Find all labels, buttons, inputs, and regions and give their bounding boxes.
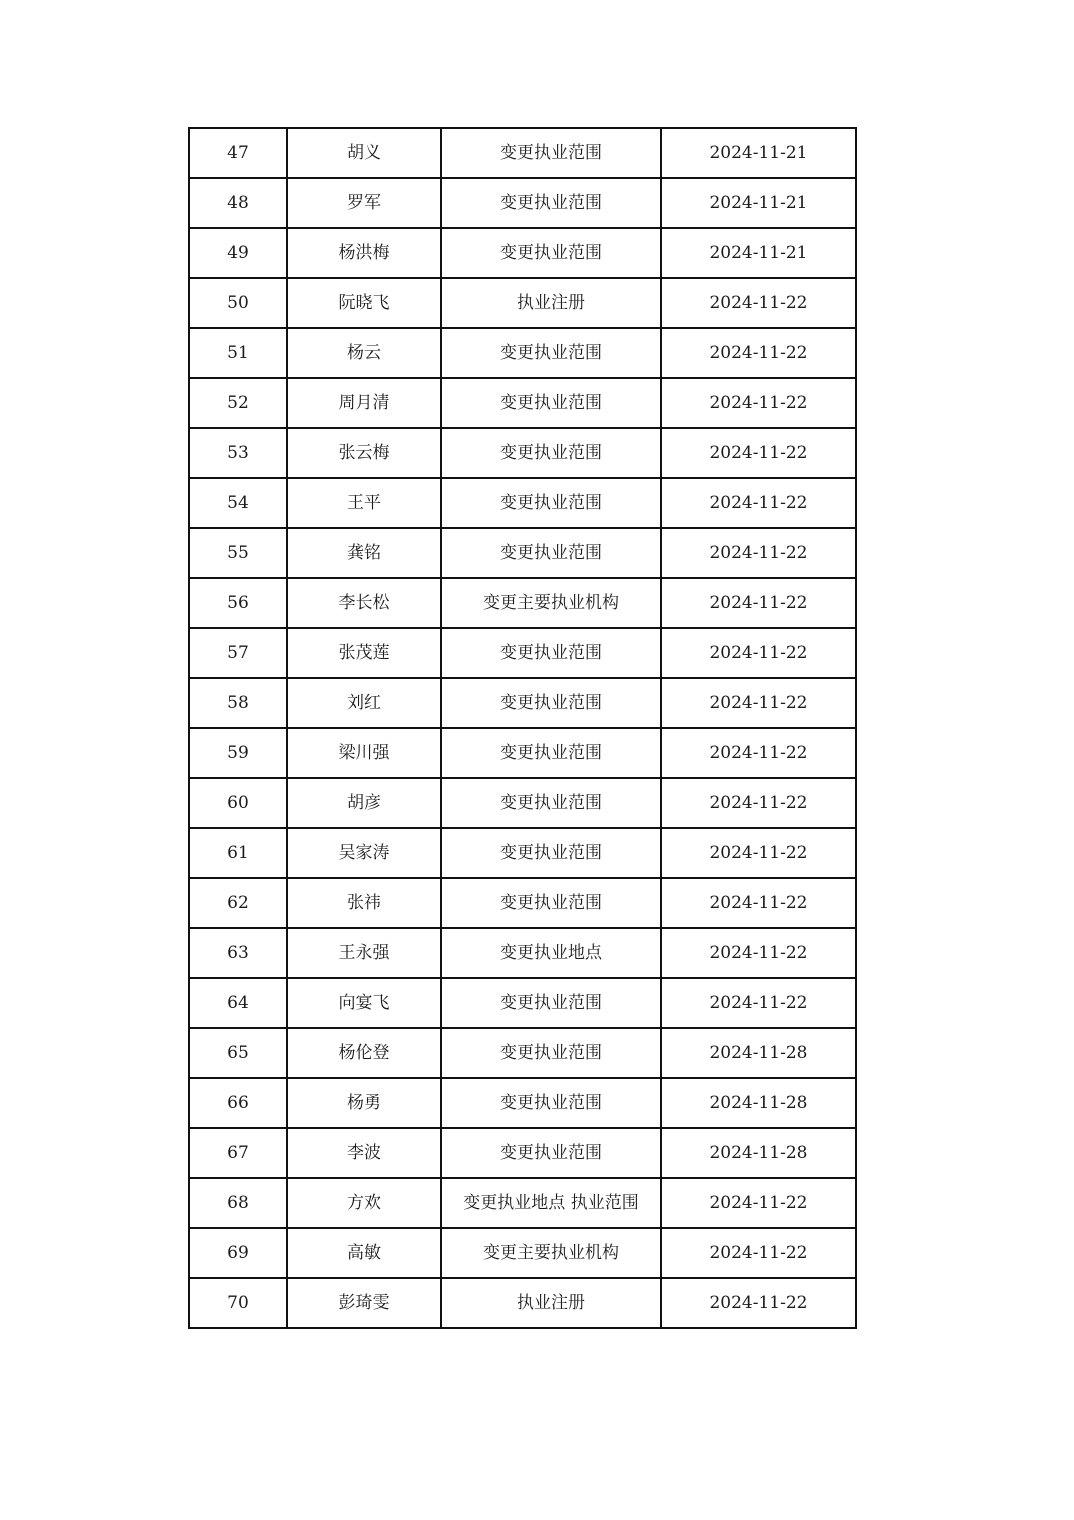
date-cell: 2024-11-28 bbox=[661, 1028, 856, 1078]
name-cell: 彭琦雯 bbox=[287, 1278, 441, 1328]
table-row bbox=[189, 828, 856, 878]
change-item-cell: 变更执业范围 bbox=[441, 1128, 661, 1178]
date-cell: 2024-11-22 bbox=[661, 778, 856, 828]
change-item-cell: 变更主要执业机构 bbox=[441, 1228, 661, 1278]
table-row bbox=[189, 228, 856, 278]
row-number-cell: 63 bbox=[189, 928, 287, 978]
row-number-cell: 58 bbox=[189, 678, 287, 728]
name-cell: 杨云 bbox=[287, 328, 441, 378]
table-row bbox=[189, 1078, 856, 1128]
row-number-cell: 53 bbox=[189, 428, 287, 478]
date-cell: 2024-11-22 bbox=[661, 1278, 856, 1328]
row-number-cell: 59 bbox=[189, 728, 287, 778]
change-item-cell: 变更执业范围 bbox=[441, 178, 661, 228]
table-row bbox=[189, 1128, 856, 1178]
name-cell: 王平 bbox=[287, 478, 441, 528]
table-row bbox=[189, 778, 856, 828]
table-row bbox=[189, 978, 856, 1028]
name-cell: 王永强 bbox=[287, 928, 441, 978]
date-cell: 2024-11-22 bbox=[661, 278, 856, 328]
change-item-cell: 执业注册 bbox=[441, 278, 661, 328]
name-cell: 周月清 bbox=[287, 378, 441, 428]
row-number-cell: 66 bbox=[189, 1078, 287, 1128]
row-number-cell: 65 bbox=[189, 1028, 287, 1078]
date-cell: 2024-11-22 bbox=[661, 878, 856, 928]
table-row bbox=[189, 1028, 856, 1078]
change-item-cell: 变更执业范围 bbox=[441, 378, 661, 428]
change-item-cell: 变更执业范围 bbox=[441, 328, 661, 378]
name-cell: 阮晓飞 bbox=[287, 278, 441, 328]
name-cell: 张茂莲 bbox=[287, 628, 441, 678]
change-item-cell: 变更执业范围 bbox=[441, 528, 661, 578]
change-item-cell: 变更执业范围 bbox=[441, 128, 661, 178]
change-item-cell: 变更执业地点 bbox=[441, 928, 661, 978]
date-cell: 2024-11-22 bbox=[661, 328, 856, 378]
date-cell: 2024-11-22 bbox=[661, 978, 856, 1028]
row-number-cell: 50 bbox=[189, 278, 287, 328]
row-number-cell: 51 bbox=[189, 328, 287, 378]
name-cell: 杨伦登 bbox=[287, 1028, 441, 1078]
change-item-cell: 变更执业范围 bbox=[441, 1078, 661, 1128]
row-number-cell: 55 bbox=[189, 528, 287, 578]
records-table bbox=[188, 127, 857, 1329]
table-row bbox=[189, 528, 856, 578]
name-cell: 杨洪梅 bbox=[287, 228, 441, 278]
row-number-cell: 49 bbox=[189, 228, 287, 278]
date-cell: 2024-11-21 bbox=[661, 228, 856, 278]
name-cell: 胡彦 bbox=[287, 778, 441, 828]
table-row bbox=[189, 478, 856, 528]
date-cell: 2024-11-28 bbox=[661, 1078, 856, 1128]
row-number-cell: 57 bbox=[189, 628, 287, 678]
table-row bbox=[189, 628, 856, 678]
change-item-cell: 变更执业范围 bbox=[441, 828, 661, 878]
row-number-cell: 70 bbox=[189, 1278, 287, 1328]
row-number-cell: 47 bbox=[189, 128, 287, 178]
table-row bbox=[189, 678, 856, 728]
name-cell: 方欢 bbox=[287, 1178, 441, 1228]
change-item-cell: 变更执业范围 bbox=[441, 1028, 661, 1078]
table-row bbox=[189, 878, 856, 928]
name-cell: 高敏 bbox=[287, 1228, 441, 1278]
name-cell: 龚铭 bbox=[287, 528, 441, 578]
name-cell: 胡义 bbox=[287, 128, 441, 178]
change-item-cell: 变更主要执业机构 bbox=[441, 578, 661, 628]
table-row bbox=[189, 378, 856, 428]
name-cell: 梁川强 bbox=[287, 728, 441, 778]
row-number-cell: 48 bbox=[189, 178, 287, 228]
change-item-cell: 执业注册 bbox=[441, 1278, 661, 1328]
date-cell: 2024-11-22 bbox=[661, 828, 856, 878]
date-cell: 2024-11-22 bbox=[661, 528, 856, 578]
change-item-cell: 变更执业范围 bbox=[441, 878, 661, 928]
change-item-cell: 变更执业范围 bbox=[441, 978, 661, 1028]
row-number-cell: 61 bbox=[189, 828, 287, 878]
change-item-cell: 变更执业范围 bbox=[441, 678, 661, 728]
date-cell: 2024-11-21 bbox=[661, 178, 856, 228]
date-cell: 2024-11-22 bbox=[661, 928, 856, 978]
name-cell: 张云梅 bbox=[287, 428, 441, 478]
records-table-body bbox=[189, 128, 856, 1328]
table-row bbox=[189, 928, 856, 978]
change-item-cell: 变更执业范围 bbox=[441, 228, 661, 278]
table-row bbox=[189, 1228, 856, 1278]
name-cell: 张祎 bbox=[287, 878, 441, 928]
date-cell: 2024-11-21 bbox=[661, 128, 856, 178]
row-number-cell: 64 bbox=[189, 978, 287, 1028]
row-number-cell: 60 bbox=[189, 778, 287, 828]
table-row bbox=[189, 1178, 856, 1228]
name-cell: 刘红 bbox=[287, 678, 441, 728]
table-row bbox=[189, 128, 856, 178]
date-cell: 2024-11-22 bbox=[661, 478, 856, 528]
row-number-cell: 67 bbox=[189, 1128, 287, 1178]
name-cell: 杨勇 bbox=[287, 1078, 441, 1128]
change-item-cell: 变更执业范围 bbox=[441, 428, 661, 478]
name-cell: 向宴飞 bbox=[287, 978, 441, 1028]
table-row bbox=[189, 728, 856, 778]
change-item-cell: 变更执业范围 bbox=[441, 628, 661, 678]
change-item-cell: 变更执业范围 bbox=[441, 478, 661, 528]
row-number-cell: 68 bbox=[189, 1178, 287, 1228]
date-cell: 2024-11-22 bbox=[661, 1228, 856, 1278]
name-cell: 李波 bbox=[287, 1128, 441, 1178]
row-number-cell: 52 bbox=[189, 378, 287, 428]
name-cell: 罗军 bbox=[287, 178, 441, 228]
date-cell: 2024-11-22 bbox=[661, 428, 856, 478]
date-cell: 2024-11-22 bbox=[661, 728, 856, 778]
row-number-cell: 54 bbox=[189, 478, 287, 528]
date-cell: 2024-11-22 bbox=[661, 378, 856, 428]
table-row bbox=[189, 278, 856, 328]
table-row bbox=[189, 178, 856, 228]
change-item-cell: 变更执业范围 bbox=[441, 728, 661, 778]
table-row bbox=[189, 328, 856, 378]
date-cell: 2024-11-28 bbox=[661, 1128, 856, 1178]
name-cell: 李长松 bbox=[287, 578, 441, 628]
date-cell: 2024-11-22 bbox=[661, 1178, 856, 1228]
table-row bbox=[189, 428, 856, 478]
table-row bbox=[189, 578, 856, 628]
change-item-cell: 变更执业范围 bbox=[441, 778, 661, 828]
row-number-cell: 62 bbox=[189, 878, 287, 928]
change-item-cell: 变更执业地点 执业范围 bbox=[441, 1178, 661, 1228]
row-number-cell: 69 bbox=[189, 1228, 287, 1278]
name-cell: 吴家涛 bbox=[287, 828, 441, 878]
table-row bbox=[189, 1278, 856, 1328]
date-cell: 2024-11-22 bbox=[661, 578, 856, 628]
row-number-cell: 56 bbox=[189, 578, 287, 628]
date-cell: 2024-11-22 bbox=[661, 678, 856, 728]
date-cell: 2024-11-22 bbox=[661, 628, 856, 678]
